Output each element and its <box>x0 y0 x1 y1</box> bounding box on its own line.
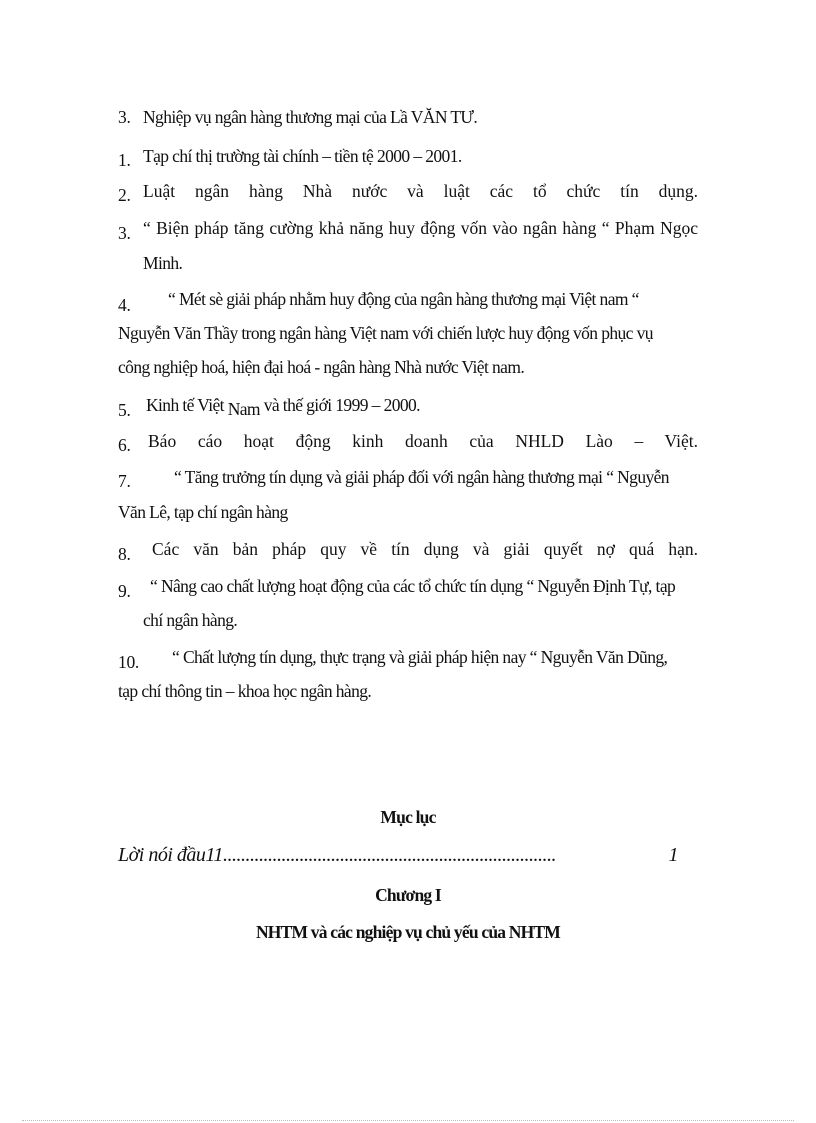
ref-text: Tạp chí thị trường tài chính – tiền tệ 2000 – 2001. <box>143 146 462 166</box>
ref-text-line: “ Chất lượng tín dụng, thực trạng và giải pháp hiện nay “ Nguyễn Văn Dũng, <box>172 647 668 667</box>
ref-number: 3. <box>118 223 131 243</box>
toc-entry-page: 1 <box>668 844 678 866</box>
ref-text-line: công nghiệp hoá, hiện đại hoá - ngân hàng Nhà nước Việt nam. <box>118 357 525 377</box>
ref-text-line: tạp chí thông tin – khoa học ngân hàng. <box>118 681 372 701</box>
ref-text-line: chí ngân hàng. <box>143 610 238 630</box>
ref-text-line: “ Mét sè giải pháp nhằm huy động của ngân hàng thương mại Việt nam “ <box>168 289 639 309</box>
ref-text-line: “ Biện pháp tăng cường khả năng huy động vốn vào ngân hàng “ Phạm Ngọc <box>143 218 698 238</box>
ref-number: 7. <box>118 471 131 491</box>
ref-text-line: Minh. <box>143 253 183 273</box>
ref-text <box>146 394 420 419</box>
ref-text-line: Văn Lê, tạp chí ngân hàng <box>118 502 288 522</box>
ref-text-part: Kinh tế Việt <box>146 395 228 415</box>
ref-number: 10. <box>118 652 139 672</box>
ref-text: Nghiệp vụ ngân hàng thương mại của Lầ VĂN TƯ. <box>143 107 478 127</box>
ref-number: 5. <box>118 400 131 420</box>
chapter-title: NHTM và các nghiệp vụ chủ yếu của NHTM <box>255 922 561 942</box>
ref-number: 6. <box>118 435 131 455</box>
ref-number: 3. <box>118 107 131 127</box>
ref-text: Luật ngân hàng Nhà nước và luật các tổ chức tín dụng. <box>143 181 698 201</box>
ref-text: Các văn bản pháp quy về tín dụng và giải quyết nợ quá hạn. <box>152 539 698 559</box>
ref-number: 4. <box>118 295 131 315</box>
ref-text-line: Nguyễn Văn Thầy trong ngân hàng Việt nam với chiến lược huy động vốn phục vụ <box>118 323 653 343</box>
ref-text-subscript: Nam <box>227 399 260 419</box>
toc-heading: Mục lục <box>380 807 436 827</box>
ref-text-line: “ Nâng cao chất lượng hoạt động của các tổ chức tín dụng “ Nguyễn Định Tự, tạp <box>150 576 676 596</box>
ref-text: Báo cáo hoạt động kinh doanh của NHLD Lào – Việt. <box>148 431 698 451</box>
page-bottom-divider <box>22 1120 794 1121</box>
toc-entry-title: Lời nói đầu11 <box>118 844 223 866</box>
ref-number: 9. <box>118 581 131 601</box>
chapter-number: Chương I <box>375 885 441 905</box>
toc-entry-leader: .......................................................................... <box>222 844 556 866</box>
ref-text-part: và thế giới 1999 – 2000. <box>259 395 420 415</box>
toc-entry[interactable] <box>118 843 678 867</box>
ref-number: 8. <box>118 544 131 564</box>
ref-text-line: “ Tăng trưởng tín dụng và giải pháp đối với ngân hàng thương mại “ Nguyễn <box>174 467 669 487</box>
ref-number: 1. <box>118 150 131 170</box>
ref-number: 2. <box>118 185 131 205</box>
